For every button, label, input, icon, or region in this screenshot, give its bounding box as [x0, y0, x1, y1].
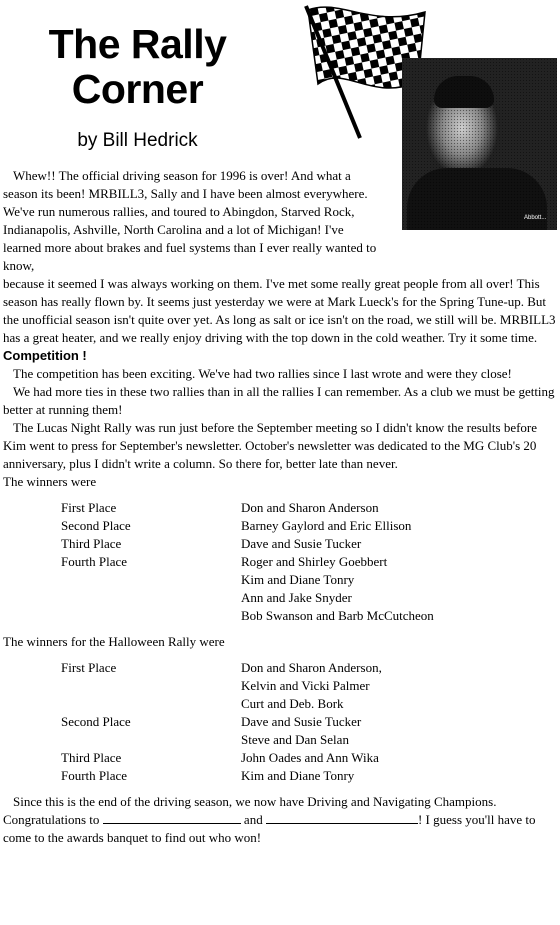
place-cell: Second Place: [61, 714, 131, 729]
names-cell: Ann and Jake Snyder: [241, 590, 352, 605]
driving-champion-blank: [103, 823, 241, 824]
names-cell: Kim and Diane Tonry: [241, 768, 355, 783]
place-cell: [61, 571, 241, 589]
place-cell: [61, 731, 241, 749]
paragraph: We had more ties in these two rallies than in all the rallies I can remember. As a club we must be getting better at running them!: [3, 384, 555, 417]
article-body: [3, 167, 559, 847]
place-cell: [61, 589, 241, 607]
closing-and: and: [243, 812, 263, 827]
closing-text-end: ! I guess you'll have to come to the awards banquet to find out who won!: [3, 812, 536, 845]
paragraph: The Lucas Night Rally was run just before the September meeting so I didn't know the results before Kim went to press for September's newsletter. October's newsletter was dedicated to the MG Club's 20 anniversary, plus I didn't write a column. So there for, better late than never.: [3, 420, 538, 471]
place-cell: Third Place: [61, 536, 122, 551]
place-cell: [61, 695, 241, 713]
closing-paragraph: [3, 793, 559, 847]
table-row: [61, 589, 434, 607]
table-row: [61, 767, 382, 785]
title-line-2: Corner: [71, 66, 204, 112]
place-cell: Fourth Place: [61, 768, 128, 783]
place-cell: Third Place: [61, 750, 122, 765]
names-cell: Don and Sharon Anderson,: [241, 660, 382, 675]
column-title: [0, 22, 275, 112]
names-cell: Roger and Shirley Goebbert: [241, 554, 388, 569]
names-cell: Kim and Diane Tonry: [241, 572, 355, 587]
names-cell: Don and Sharon Anderson: [241, 500, 379, 515]
table-row: [61, 749, 382, 767]
names-cell: Kelvin and Vicki Palmer: [241, 678, 370, 693]
table-row: [61, 607, 434, 625]
table-row: [61, 659, 382, 677]
names-cell: Bob Swanson and Barb McCutcheon: [241, 608, 434, 623]
names-cell: Dave and Susie Tucker: [241, 714, 362, 729]
table-row: [61, 677, 382, 695]
table-row: [61, 517, 434, 535]
table-row: [61, 499, 434, 517]
place-cell: Second Place: [61, 518, 131, 533]
title-line-1: The Rally: [48, 21, 227, 67]
halloween-rally-winners-table: [61, 659, 382, 785]
table-row: [61, 535, 434, 553]
names-cell: Steve and Dan Selan: [241, 732, 349, 747]
intro-paragraph-continued: because it seemed I was always working on them. I've met some really great people from all over! This season has really flown by. It seems just yesterday we were at Mark Lueck's for the Spring Tune-up. But the unofficial season isn't quite over yet. As long as salt or ice isn't on the road, we still will be. MRBILL3 has a great heater, and we really enjoy driving with the top down in the cold weather. Try it some time.: [3, 276, 556, 345]
names-cell: Dave and Susie Tucker: [241, 536, 362, 551]
table-row: [61, 695, 382, 713]
lucas-rally-winners-table: [61, 499, 434, 625]
paragraph: The competition has been exciting. We've had two rallies since I last wrote and were they close!: [13, 366, 512, 381]
photo-caption: Abbott...: [524, 215, 547, 221]
winners-intro: The winners were: [3, 474, 97, 489]
section-heading: Competition !: [3, 348, 87, 363]
table-row: [61, 553, 434, 571]
place-cell: Fourth Place: [61, 554, 128, 569]
navigating-champion-blank: [266, 823, 418, 824]
place-cell: [61, 607, 241, 625]
place-cell: First Place: [61, 660, 117, 675]
closing-text: Since this is the end of the driving season, we now have Driving and Navigating Champions. Congratulations to: [3, 794, 497, 827]
table-row: [61, 731, 382, 749]
table-row: [61, 571, 434, 589]
names-cell: John Oades and Ann Wika: [241, 750, 379, 765]
place-cell: [61, 677, 241, 695]
names-cell: Barney Gaylord and Eric Ellison: [241, 518, 412, 533]
place-cell: First Place: [61, 500, 117, 515]
intro-paragraph: Whew!! The official driving season for 1996 is over! And what a season its been! MRBILL3, Sally and I have been almost everywhere. We've run numerous rallies, and toured to Abingdon, Starved Rock, Indianapolis, Ashville, North Carolina and a lot of Michigan! I've learned more about brakes and fuel systems than I ever really wanted to know,: [3, 168, 377, 273]
winners-intro: The winners for the Halloween Rally were: [3, 634, 225, 649]
names-cell: Curt and Deb. Bork: [241, 696, 344, 711]
table-row: [61, 713, 382, 731]
byline: by Bill Hedrick: [77, 130, 198, 151]
